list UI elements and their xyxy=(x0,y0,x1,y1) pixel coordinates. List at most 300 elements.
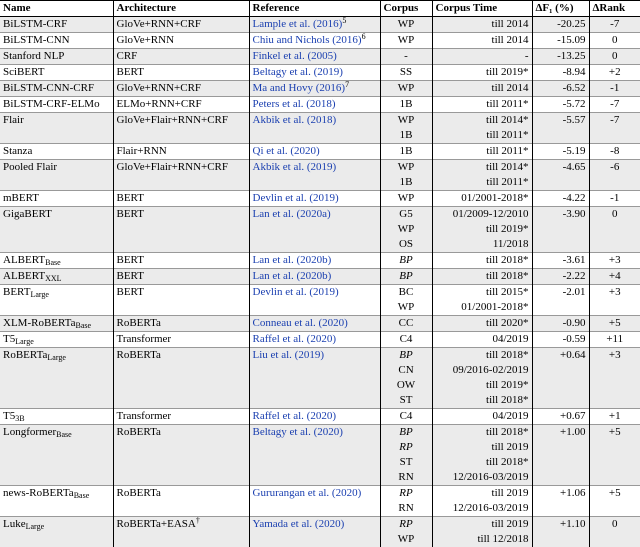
corpus-code xyxy=(380,191,432,207)
model-name xyxy=(0,517,113,533)
model-name-empty xyxy=(0,300,113,316)
architecture xyxy=(113,191,249,207)
reference-footnote: 7 xyxy=(345,81,349,90)
delta-f1-value xyxy=(532,207,589,223)
corpus-code xyxy=(380,17,432,33)
model-name-text: BiLSTM-CNN-CRF xyxy=(3,82,94,94)
corpus-time xyxy=(432,393,532,409)
delta-f1-empty xyxy=(532,470,589,486)
corpus-code xyxy=(380,348,432,364)
architecture-empty xyxy=(113,222,249,237)
corpus-time-text: 11/2018 xyxy=(493,238,529,250)
reference-link xyxy=(249,65,380,81)
corpus-time xyxy=(432,128,532,144)
delta-f1-value xyxy=(532,49,589,65)
corpus-time-text: till 2014 xyxy=(492,18,529,30)
corpus-code xyxy=(380,144,432,160)
corpus-code xyxy=(380,128,432,144)
corpus-time xyxy=(432,17,532,33)
architecture xyxy=(113,207,249,223)
model-name-empty xyxy=(0,470,113,486)
delta-f1-value xyxy=(532,17,589,33)
delta-rank-empty xyxy=(589,440,640,455)
corpus-code xyxy=(380,113,432,129)
reference-empty xyxy=(249,175,380,191)
corpus-time-text: till 2019 xyxy=(492,441,529,453)
table-row xyxy=(0,269,640,285)
corpus-time xyxy=(432,409,532,425)
architecture xyxy=(113,348,249,364)
corpus-time xyxy=(432,175,532,191)
table-row xyxy=(0,348,640,409)
reference-footnote: 5 xyxy=(342,17,346,26)
header-name: Name xyxy=(0,1,113,17)
model-name xyxy=(0,207,113,223)
model-name-text: RoBERTa xyxy=(3,349,47,361)
corpus-code xyxy=(380,393,432,409)
table-row xyxy=(0,113,640,144)
delta-rank-value xyxy=(589,409,640,425)
delta-rank-value-text: -1 xyxy=(610,192,619,204)
delta-f1-value xyxy=(532,348,589,364)
reference-link-text: Conneau et al. (2020) xyxy=(253,317,348,329)
delta-rank-value xyxy=(589,65,640,81)
delta-f1-value-text: -0.90 xyxy=(563,317,586,329)
delta-rank-value xyxy=(589,160,640,176)
header-reference: Reference xyxy=(249,1,380,17)
delta-rank-empty xyxy=(589,378,640,393)
architecture xyxy=(113,316,249,332)
corpus-code xyxy=(380,65,432,81)
architecture xyxy=(113,113,249,129)
reference-empty xyxy=(249,300,380,316)
reference-empty xyxy=(249,470,380,486)
corpus-time xyxy=(432,425,532,441)
corpus-code-text: RP xyxy=(399,518,412,530)
corpus-time xyxy=(432,455,532,470)
delta-f1-value-text: +1.10 xyxy=(560,518,585,530)
corpus-code-text: CN xyxy=(398,364,413,376)
delta-f1-value-text: -5.19 xyxy=(563,145,586,157)
corpus-time-text: 09/2016-02/2019 xyxy=(453,364,529,376)
reference-link-text: Devlin et al. (2019) xyxy=(253,286,339,298)
model-name xyxy=(0,486,113,502)
architecture xyxy=(113,285,249,301)
delta-rank-value-text: 0 xyxy=(612,208,618,220)
corpus-code-text: OS xyxy=(399,238,413,250)
corpus-time-text: till 2018* xyxy=(486,394,528,406)
delta-f1-value xyxy=(532,486,589,502)
corpus-time xyxy=(432,501,532,517)
corpus-code-text: C4 xyxy=(400,410,413,422)
delta-rank-value-text: +11 xyxy=(606,333,623,345)
delta-rank-value xyxy=(589,332,640,348)
reference-link xyxy=(249,207,380,223)
model-name-empty xyxy=(0,128,113,144)
delta-f1-value-text: +1.06 xyxy=(560,487,585,499)
reference-link xyxy=(249,269,380,285)
architecture-empty xyxy=(113,237,249,253)
model-name-empty xyxy=(0,237,113,253)
reference-link xyxy=(249,33,380,49)
delta-f1-value-text: -4.22 xyxy=(563,192,586,204)
delta-f1-value xyxy=(532,425,589,441)
table-row xyxy=(0,332,640,348)
corpus-time-text: till 2018* xyxy=(486,349,528,361)
delta-rank-empty xyxy=(589,363,640,378)
corpus-time xyxy=(432,49,532,65)
architecture-text: BERT xyxy=(117,208,144,220)
corpus-code-text: G5 xyxy=(399,208,412,220)
delta-rank-value xyxy=(589,113,640,129)
delta-f1-value-text: -2.22 xyxy=(563,270,586,282)
delta-f1-value-text: -2.01 xyxy=(563,286,586,298)
corpus-code xyxy=(380,49,432,65)
table-row xyxy=(0,191,640,207)
corpus-code xyxy=(380,316,432,332)
corpus-time xyxy=(432,191,532,207)
table-row xyxy=(0,207,640,253)
corpus-code xyxy=(380,532,432,547)
table-row xyxy=(0,409,640,425)
model-name-text: BiLSTM-CNN xyxy=(3,34,70,46)
reference-empty xyxy=(249,393,380,409)
corpus-code-text: WP xyxy=(398,18,415,30)
model-name xyxy=(0,332,113,348)
model-name-text: XLM-RoBERTa xyxy=(3,317,76,329)
delta-rank-value xyxy=(589,253,640,269)
architecture-text: GloVe+Flair+RNN+CRF xyxy=(117,161,229,173)
model-name-subscript: Base xyxy=(45,258,61,267)
model-name-empty xyxy=(0,363,113,378)
reference-link-text: Akbik et al. (2019) xyxy=(253,161,337,173)
delta-f1-value xyxy=(532,316,589,332)
delta-f1-value xyxy=(532,160,589,176)
model-name xyxy=(0,253,113,269)
delta-f1-value-text: -13.25 xyxy=(557,50,585,62)
reference-link xyxy=(249,144,380,160)
delta-f1-value xyxy=(532,113,589,129)
corpus-time-text: till 2019* xyxy=(486,66,528,78)
model-name-empty xyxy=(0,440,113,455)
delta-f1-value-text: -3.90 xyxy=(563,208,586,220)
table-row xyxy=(0,65,640,81)
model-name-text: Longformer xyxy=(3,426,56,438)
corpus-code-text: WP xyxy=(398,533,415,545)
corpus-code-text: RN xyxy=(398,502,413,514)
corpus-time xyxy=(432,144,532,160)
corpus-time-text: till 12/2018 xyxy=(477,533,528,545)
reference-link-text: Devlin et al. (2019) xyxy=(253,192,339,204)
corpus-time xyxy=(432,285,532,301)
reference-empty xyxy=(249,363,380,378)
delta-rank-value-text: -7 xyxy=(610,98,619,110)
corpus-code xyxy=(380,269,432,285)
model-name xyxy=(0,49,113,65)
reference-link-text: Liu et al. (2019) xyxy=(253,349,324,361)
corpus-time xyxy=(432,363,532,378)
architecture-empty xyxy=(113,363,249,378)
architecture-text: RoBERTa xyxy=(117,426,161,438)
corpus-code-text: OW xyxy=(397,379,415,391)
table-row xyxy=(0,144,640,160)
delta-rank-value xyxy=(589,81,640,97)
corpus-code-text: 1B xyxy=(400,98,413,110)
reference-empty xyxy=(249,222,380,237)
reference-link xyxy=(249,348,380,364)
table-row xyxy=(0,160,640,191)
reference-link-text: Finkel et al. (2005) xyxy=(253,50,337,62)
delta-rank-value xyxy=(589,486,640,502)
architecture xyxy=(113,332,249,348)
reference-link-text: Gururangan et al. (2020) xyxy=(253,487,362,499)
corpus-code xyxy=(380,253,432,269)
architecture-text: GloVe+RNN+CRF xyxy=(117,18,202,30)
model-name-subscript: Large xyxy=(30,290,49,299)
delta-rank-empty xyxy=(589,237,640,253)
model-name-text: Stanza xyxy=(3,145,32,157)
architecture xyxy=(113,49,249,65)
model-name-text: news-RoBERTa xyxy=(3,487,74,499)
reference-link-text: Lan et al. (2020b) xyxy=(253,270,332,282)
delta-f1-empty xyxy=(532,378,589,393)
corpus-time xyxy=(432,97,532,113)
header-delta-f1: ΔF₁ (%) xyxy=(532,1,589,17)
architecture-empty xyxy=(113,393,249,409)
reference-link-text: Akbik et al. (2018) xyxy=(253,114,337,126)
corpus-code xyxy=(380,237,432,253)
corpus-time xyxy=(432,253,532,269)
model-name xyxy=(0,285,113,301)
model-name xyxy=(0,144,113,160)
reference-link xyxy=(249,160,380,176)
architecture xyxy=(113,97,249,113)
corpus-time xyxy=(432,440,532,455)
model-name-empty xyxy=(0,393,113,409)
delta-f1-value-text: -5.57 xyxy=(563,114,586,126)
table-row xyxy=(0,17,640,33)
delta-rank-value-text: +3 xyxy=(609,349,621,361)
corpus-code xyxy=(380,409,432,425)
model-name-text: Stanford NLP xyxy=(3,50,64,62)
reference-link-text: Qi et al. (2020) xyxy=(253,145,320,157)
corpus-time xyxy=(432,113,532,129)
corpus-code xyxy=(380,517,432,533)
delta-rank-value xyxy=(589,144,640,160)
corpus-code xyxy=(380,455,432,470)
reference-link xyxy=(249,332,380,348)
model-name-text: BiLSTM-CRF-ELMo xyxy=(3,98,100,110)
model-name-subscript: Base xyxy=(74,491,90,500)
corpus-time-text: 04/2019 xyxy=(492,333,528,345)
corpus-time-text: till 2011* xyxy=(486,176,528,188)
reference-link xyxy=(249,517,380,533)
corpus-time-text: till 2011* xyxy=(486,145,528,157)
model-name-subscript: XXL xyxy=(45,274,61,283)
corpus-time xyxy=(432,348,532,364)
corpus-code-text: C4 xyxy=(400,333,413,345)
table-row xyxy=(0,253,640,269)
architecture xyxy=(113,269,249,285)
reference-link xyxy=(249,316,380,332)
architecture xyxy=(113,253,249,269)
delta-rank-value-text: -8 xyxy=(610,145,619,157)
reference-link xyxy=(249,49,380,65)
delta-f1-value-text: -20.25 xyxy=(557,18,585,30)
corpus-time-text: 01/2009-12/2010 xyxy=(453,208,529,220)
delta-rank-empty xyxy=(589,393,640,409)
model-name-text: T5 xyxy=(3,333,15,345)
architecture-text: BERT xyxy=(117,270,144,282)
corpus-time xyxy=(432,237,532,253)
delta-f1-empty xyxy=(532,393,589,409)
reference-empty xyxy=(249,532,380,547)
delta-f1-empty xyxy=(532,300,589,316)
corpus-code xyxy=(380,332,432,348)
model-name-subscript: 3B xyxy=(15,414,24,423)
model-name xyxy=(0,348,113,364)
corpus-code-text: WP xyxy=(398,223,415,235)
architecture xyxy=(113,409,249,425)
architecture-empty xyxy=(113,440,249,455)
delta-rank-value xyxy=(589,17,640,33)
delta-rank-value xyxy=(589,97,640,113)
corpus-code-text: WP xyxy=(398,34,415,46)
architecture-empty xyxy=(113,470,249,486)
delta-f1-empty xyxy=(532,128,589,144)
corpus-time-text: till 2014 xyxy=(492,34,529,46)
delta-f1-value-text: -5.72 xyxy=(563,98,586,110)
corpus-time xyxy=(432,378,532,393)
delta-rank-value xyxy=(589,191,640,207)
delta-rank-value-text: -7 xyxy=(610,114,619,126)
delta-rank-value-text: 0 xyxy=(612,50,618,62)
corpus-time-text: 01/2001-2018* xyxy=(461,301,528,313)
reference-link-text: Beltagy et al. (2019) xyxy=(253,66,343,78)
reference-footnote: 6 xyxy=(362,33,366,42)
delta-rank-value xyxy=(589,33,640,49)
corpus-time-text: 12/2016-03/2019 xyxy=(453,471,529,483)
delta-rank-empty xyxy=(589,222,640,237)
model-name-subscript: Large xyxy=(15,337,34,346)
architecture-text: CRF xyxy=(117,50,138,62)
reference-link xyxy=(249,253,380,269)
reference-link xyxy=(249,409,380,425)
corpus-code-text: ST xyxy=(400,456,413,468)
architecture-empty xyxy=(113,378,249,393)
corpus-time-text: till 2019 xyxy=(492,518,529,530)
model-name-text: T5 xyxy=(3,410,15,422)
delta-f1-value xyxy=(532,33,589,49)
delta-f1-value-text: -8.94 xyxy=(563,66,586,78)
corpus-code xyxy=(380,363,432,378)
corpus-time xyxy=(432,517,532,533)
model-name-subscript: Large xyxy=(26,522,45,531)
reference-link-text: Lan et al. (2020a) xyxy=(253,208,331,220)
corpus-code-text: RP xyxy=(399,487,412,499)
corpus-time xyxy=(432,300,532,316)
model-name-text: Pooled Flair xyxy=(3,161,57,173)
delta-f1-value-text: -4.65 xyxy=(563,161,586,173)
model-name-empty xyxy=(0,175,113,191)
delta-f1-empty xyxy=(532,501,589,517)
delta-rank-empty xyxy=(589,175,640,191)
architecture xyxy=(113,486,249,502)
architecture-text: BERT xyxy=(117,254,144,266)
corpus-time-text: till 2015* xyxy=(486,286,528,298)
corpus-code-text: WP xyxy=(398,192,415,204)
architecture-empty xyxy=(113,501,249,517)
delta-f1-value xyxy=(532,285,589,301)
model-name-subscript: Base xyxy=(76,321,92,330)
architecture-text: BERT xyxy=(117,286,144,298)
delta-rank-value xyxy=(589,285,640,301)
delta-rank-empty xyxy=(589,455,640,470)
delta-f1-value xyxy=(532,81,589,97)
delta-rank-empty xyxy=(589,128,640,144)
architecture-text: RoBERTa xyxy=(117,487,161,499)
delta-f1-value-text: -6.52 xyxy=(563,82,586,94)
corpus-code xyxy=(380,440,432,455)
table-row xyxy=(0,49,640,65)
corpus-time-text: till 2011* xyxy=(486,129,528,141)
architecture-empty xyxy=(113,532,249,547)
model-name xyxy=(0,33,113,49)
reference-link-text: Raffel et al. (2020) xyxy=(253,410,337,422)
delta-rank-empty xyxy=(589,470,640,486)
corpus-code-text: SS xyxy=(400,66,412,78)
corpus-code-text: BC xyxy=(399,286,414,298)
corpus-code xyxy=(380,81,432,97)
model-name xyxy=(0,81,113,97)
delta-rank-value xyxy=(589,517,640,533)
corpus-time xyxy=(432,65,532,81)
model-name-empty xyxy=(0,501,113,517)
header-architecture: Architecture xyxy=(113,1,249,17)
architecture-text: ELMo+RNN+CRF xyxy=(117,98,202,110)
header-delta-rank: ΔRank xyxy=(589,1,640,17)
reference-empty xyxy=(249,440,380,455)
corpus-time-text: till 2011* xyxy=(486,98,528,110)
delta-f1-empty xyxy=(532,222,589,237)
architecture xyxy=(113,81,249,97)
corpus-code xyxy=(380,207,432,223)
delta-f1-value xyxy=(532,517,589,533)
reference-link-text: Yamada et al. (2020) xyxy=(253,518,345,530)
delta-f1-value xyxy=(532,332,589,348)
delta-f1-value-text: -15.09 xyxy=(557,34,585,46)
reference-link-text: Peters et al. (2018) xyxy=(253,98,336,110)
delta-f1-empty xyxy=(532,175,589,191)
corpus-time xyxy=(432,160,532,176)
model-name-text: GigaBERT xyxy=(3,208,52,220)
model-name-text: ALBERT xyxy=(3,254,45,266)
reference-empty xyxy=(249,128,380,144)
architecture-empty xyxy=(113,175,249,191)
delta-f1-value-text: +0.64 xyxy=(560,349,585,361)
model-name xyxy=(0,65,113,81)
reference-link xyxy=(249,113,380,129)
corpus-code xyxy=(380,222,432,237)
delta-f1-value-text: -3.61 xyxy=(563,254,586,266)
corpus-time xyxy=(432,81,532,97)
delta-rank-value-text: +5 xyxy=(609,426,621,438)
architecture-footnote: † xyxy=(196,517,200,526)
reference-link xyxy=(249,486,380,502)
architecture xyxy=(113,65,249,81)
delta-rank-value-text: +2 xyxy=(609,66,621,78)
delta-rank-empty xyxy=(589,532,640,547)
